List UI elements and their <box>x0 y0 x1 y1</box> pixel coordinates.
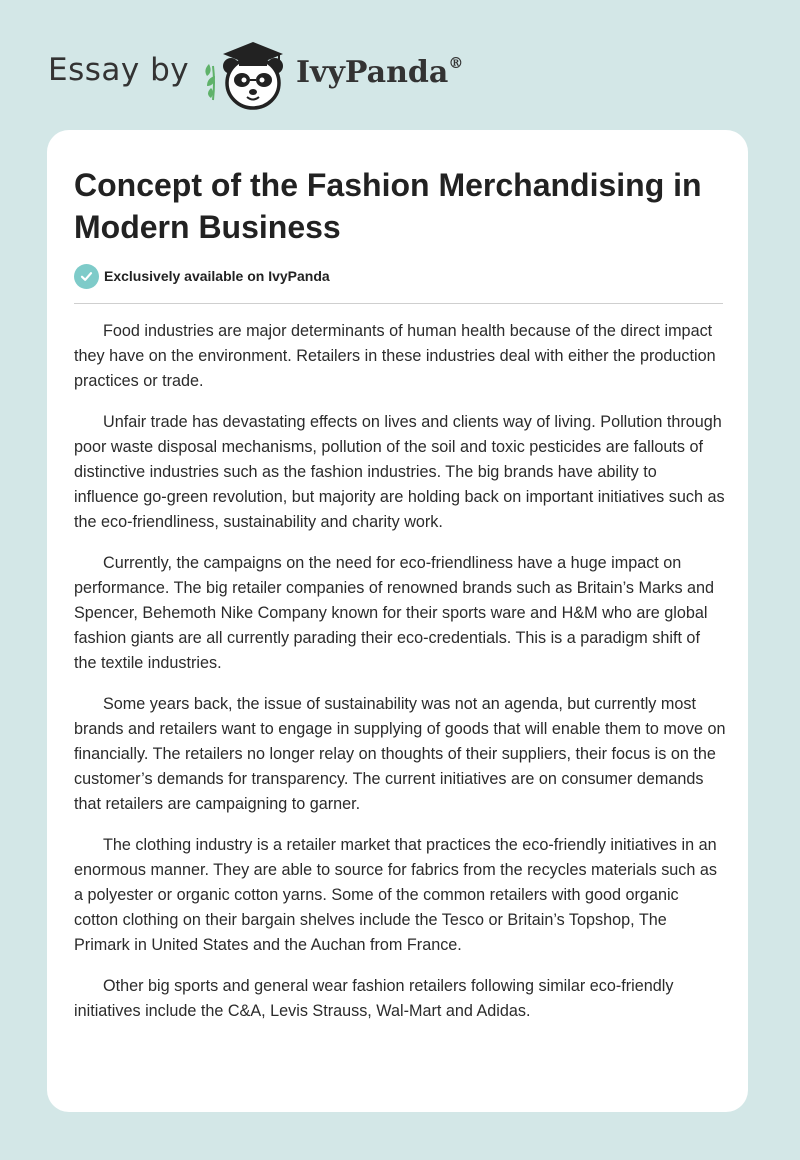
essay-body <box>74 319 726 1040</box>
check-circle-icon <box>74 264 99 289</box>
exclusive-label: Exclusively available on IvyPanda <box>104 268 330 284</box>
divider <box>74 303 723 304</box>
site-header <box>48 32 468 112</box>
registered-mark: ® <box>448 54 464 72</box>
brand-label: IvyPanda <box>296 55 449 90</box>
panda-graduate-logo-icon[interactable] <box>201 36 297 112</box>
paragraph: The clothing industry is a retailer market that practices the eco-friendly initiatives in an enormous manner. They are able to source for fabrics from the recycles materials such as a polyester or organic cotton yarns. Some of the common retailers with good organic cotton clothing on their bargain shelves include the Tesco or Britain’s Topshop, The Primark in United States and the Auchan from France. <box>74 836 717 954</box>
essay-card <box>47 130 748 1112</box>
brand-name[interactable] <box>296 55 463 90</box>
exclusive-badge <box>74 263 330 289</box>
paragraph: Some years back, the issue of sustainability was not an agenda, but currently most brands and retailers want to engage in supplying of goods that will enable them to move on financially. The retailers no longer relay on thoughts of their suppliers, their focus is on the customer’s demands for transparency. The current initiatives are on consumer demands that retailers are campaigning to garner. <box>74 695 726 813</box>
page-title: Concept of the Fashion Merchandising in Modern Business <box>74 167 702 245</box>
paragraph: Other big sports and general wear fashion retailers following similar eco-friendly initiatives include the C&A, Levis Strauss, Wal-Mart and Adidas. <box>74 977 674 1020</box>
essay-by-label: Essay by <box>48 52 190 88</box>
paragraph: Unfair trade has devastating effects on lives and clients way of living. Pollution through poor waste disposal mechanisms, pollution of the soil and toxic pesticides are fallouts of distinctive industries such as the fashion industries. The big brands have ability to influence go-green revolution, but majority are holding back on important initiatives such as the eco-friendliness, sustainability and charity work. <box>74 413 725 531</box>
paragraph: Currently, the campaigns on the need for eco-friendliness have a huge impact on performance. The big retailer companies of renowned brands such as Britain’s Marks and Spencer, Behemoth Nike Company known for their sports ware and H&M who are global fashion giants are all currently parading their eco-credentials. This is a paradigm shift of the textile industries. <box>74 554 715 672</box>
paragraph: Food industries are major determinants of human health because of the direct impact they have on the environment. Retailers in these industries deal with either the production practices or trade. <box>74 322 716 390</box>
